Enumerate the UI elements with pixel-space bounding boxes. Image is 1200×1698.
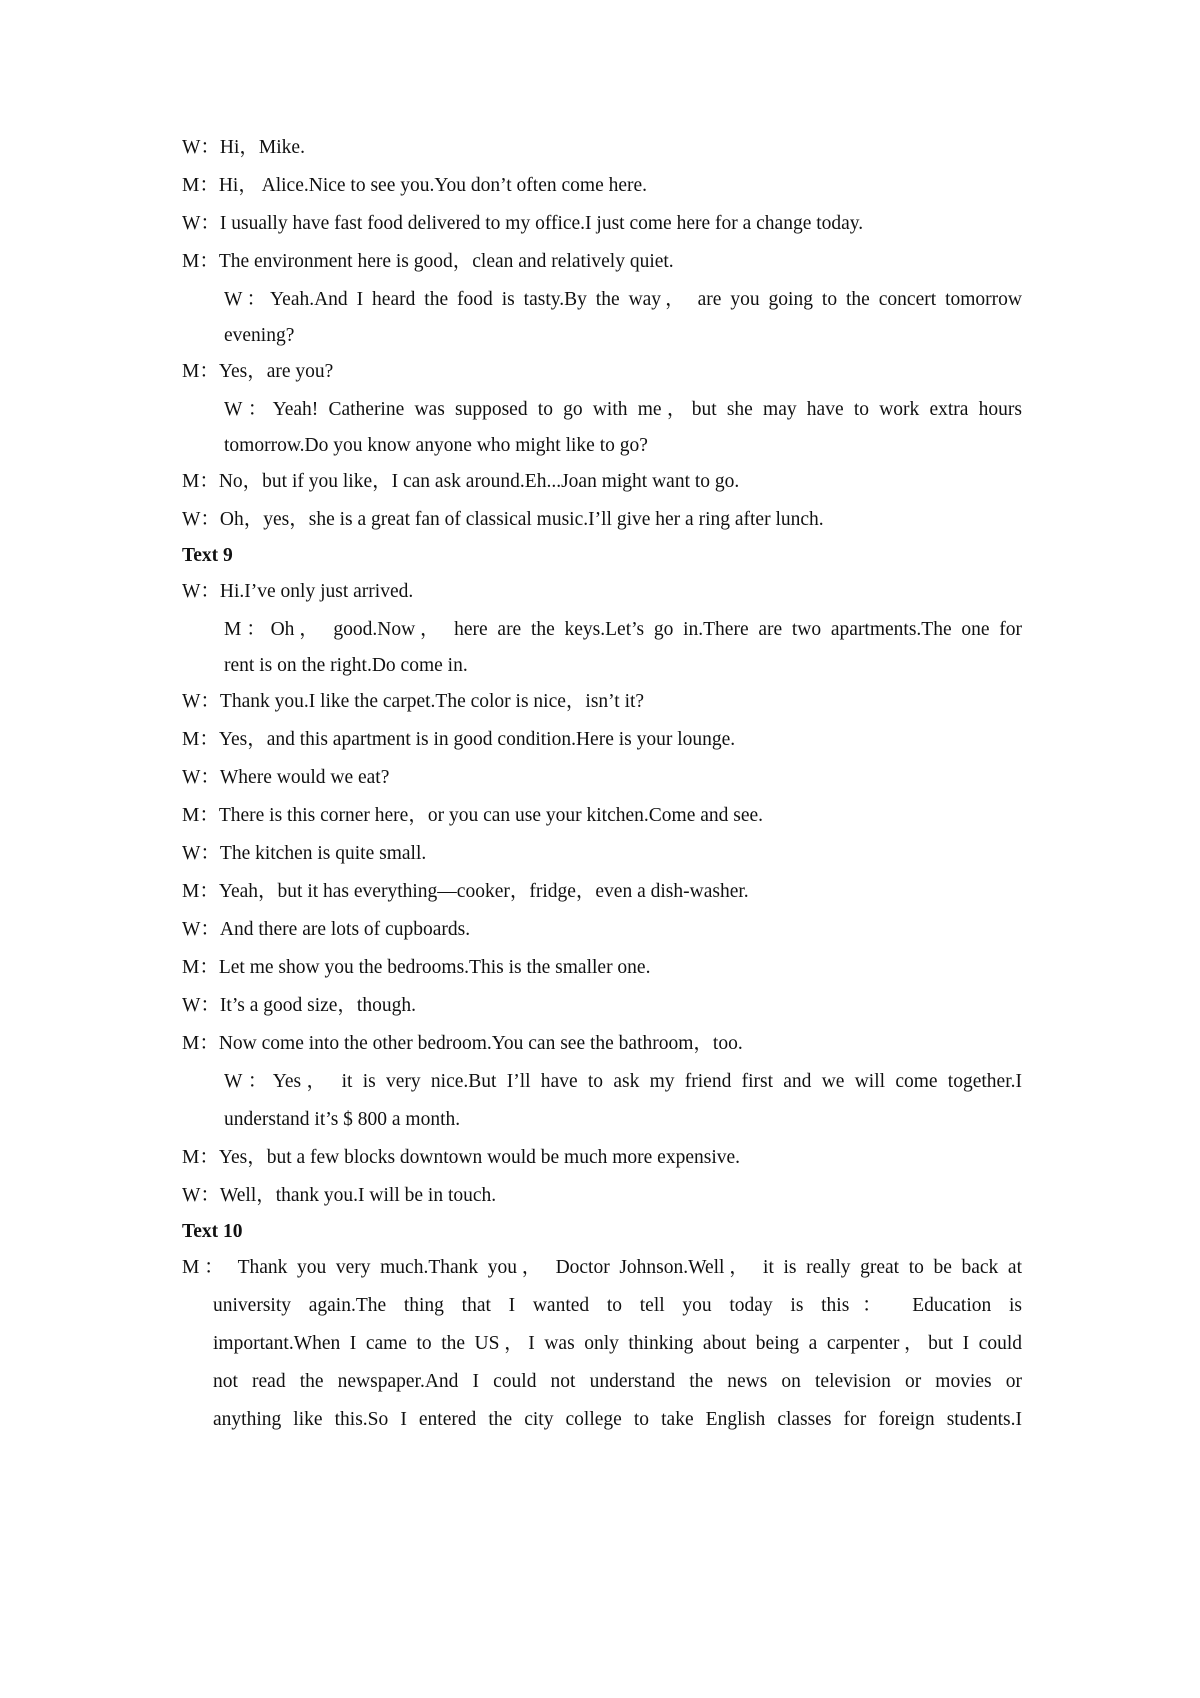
- dialogue-line: W：Well，thank you.I will be in touch.: [182, 1185, 497, 1206]
- dialogue-line: M： Thank you very much.Thank you， Doctor Johnson.Well， it is really great to be back at: [182, 1257, 1022, 1278]
- dialogue-line: M：Hi， Alice.Nice to see you.You don’t often come here.: [182, 175, 648, 196]
- dialogue-line-continuation: rent is on the right.Do come in.: [224, 655, 468, 676]
- dialogue-line: M：Yes，and this apartment is in good condition.Here is your lounge.: [182, 729, 736, 750]
- dialogue-line: M：The environment here is good，clean and relatively quiet.: [182, 251, 674, 272]
- dialogue-line: W：Hi.I’ve only just arrived.: [182, 581, 414, 602]
- dialogue-line-continuation: anything like this.So I entered the city college to take English classes for foreign students.I: [213, 1409, 1022, 1430]
- dialogue-line: M：Now come into the other bedroom.You can see the bathroom，too.: [182, 1033, 743, 1054]
- dialogue-line: M：There is this corner here，or you can use your kitchen.Come and see.: [182, 805, 764, 826]
- dialogue-line: M：Yes，but a few blocks downtown would be much more expensive.: [182, 1147, 741, 1168]
- dialogue-line-continuation: tomorrow.Do you know anyone who might like to go?: [224, 435, 648, 456]
- dialogue-line-continuation: understand it’s $ 800 a month.: [224, 1109, 461, 1130]
- dialogue-line-continuation: not read the newspaper.And I could not understand the news on television or movies or: [213, 1371, 1022, 1392]
- dialogue-line: W：Yeah.And I heard the food is tasty.By the way， are you going to the concert tomorrow: [224, 289, 1022, 310]
- section-heading-text-10: Text 10: [182, 1221, 243, 1242]
- dialogue-line: M：No，but if you like，I can ask around.Eh...Joan might want to go.: [182, 471, 740, 492]
- dialogue-line: W：Yeah! Catherine was supposed to go with me，but she may have to work extra hours: [224, 399, 1022, 420]
- dialogue-line-continuation: evening?: [224, 325, 295, 346]
- dialogue-line-continuation: university again.The thing that I wanted to tell you today is this： Education is: [213, 1295, 1022, 1316]
- section-heading-text-9: Text 9: [182, 545, 233, 566]
- dialogue-line: W：Oh，yes，she is a great fan of classical music.I’ll give her a ring after lunch.: [182, 509, 824, 530]
- dialogue-line: W：Hi，Mike.: [182, 137, 305, 158]
- dialogue-line: M：Let me show you the bedrooms.This is the smaller one.: [182, 957, 651, 978]
- dialogue-line: W：And there are lots of cupboards.: [182, 919, 471, 940]
- dialogue-line: W：Yes， it is very nice.But I’ll have to ask my friend first and we will come together.I: [224, 1071, 1022, 1092]
- dialogue-line: W：Where would we eat?: [182, 767, 390, 788]
- dialogue-line: M：Yeah，but it has everything—cooker，fridge，even a dish-washer.: [182, 881, 749, 902]
- dialogue-line: M：Yes，are you?: [182, 361, 334, 382]
- dialogue-line: W：It’s a good size，though.: [182, 995, 416, 1016]
- dialogue-line: W：The kitchen is quite small.: [182, 843, 427, 864]
- dialogue-line: W：I usually have fast food delivered to my office.I just come here for a change today.: [182, 213, 864, 234]
- dialogue-line-continuation: important.When I came to the US，I was only thinking about being a carpenter，but I could: [213, 1333, 1022, 1354]
- dialogue-line: M：Oh， good.Now， here are the keys.Let’s go in.There are two apartments.The one for: [224, 619, 1022, 640]
- dialogue-line: W：Thank you.I like the carpet.The color is nice，isn’t it?: [182, 691, 645, 712]
